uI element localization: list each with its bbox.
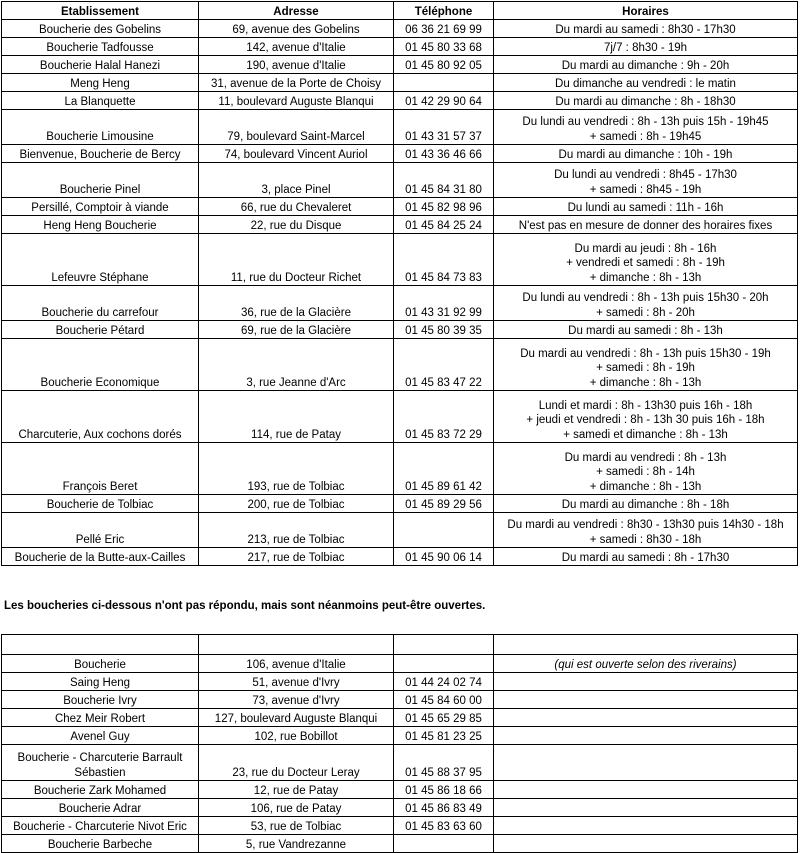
- hours-cell: [494, 691, 798, 709]
- phone-cell: 01 43 31 57 37: [394, 110, 494, 145]
- phone-cell: 01 45 86 18 66: [394, 781, 494, 799]
- hours-cell-line: + dimanche : 8h - 13h: [589, 480, 702, 493]
- phone-cell: 01 45 84 60 00: [394, 691, 494, 709]
- table-row: [2, 234, 798, 286]
- hours-cell: [494, 38, 798, 56]
- hours-cell-line: Du lundi au vendredi : 8h - 13h puis 15h30 - 20h: [522, 292, 769, 304]
- hours-cell-line: Du lundi au samedi : 11h - 16h: [567, 201, 724, 214]
- hours-cell: [494, 321, 798, 339]
- establishment-cell: Boucherie Economique: [2, 339, 199, 391]
- address-cell: 5, rue Vandrezanne: [199, 835, 394, 853]
- table-row: [2, 163, 798, 198]
- hours-cell: [494, 339, 798, 391]
- header-establishment: Etablissement: [2, 2, 199, 20]
- establishment-cell-line: Boucherie Ivry: [63, 694, 137, 707]
- table-row: [2, 74, 798, 92]
- hours-cell-line: Du lundi au vendredi : 8h45 - 17h30: [554, 169, 737, 181]
- phone-cell: 01 45 89 29 56: [394, 495, 494, 513]
- establishment-cell: Boucherie Pétard: [2, 321, 199, 339]
- hours-cell-line: Lundi et mardi : 8h - 13h30 puis 16h - 18h: [538, 399, 753, 412]
- hours-cell: [494, 817, 798, 835]
- header-phone: Téléphone: [394, 2, 494, 20]
- address-cell: 217, rue de Tolbiac: [199, 548, 394, 566]
- hours-cell-line: Du mardi au dimanche : 8h - 18h: [561, 498, 730, 511]
- establishment-cell: [2, 709, 199, 727]
- phone-cell: [394, 835, 494, 853]
- establishment-cell-line: Avenel Guy: [70, 730, 130, 743]
- hours-cell-line: Du mardi au vendredi : 8h - 13h: [564, 451, 727, 464]
- establishment-cell: [2, 835, 199, 853]
- establishment-cell: [2, 727, 199, 745]
- phone-cell: 01 45 81 23 25: [394, 727, 494, 745]
- phone-cell: [394, 74, 494, 92]
- hours-cell-line: Du mardi au vendredi : 8h30 - 13h30 puis 14h30 - 18h: [507, 519, 784, 531]
- address-cell: 11, rue du Docteur Richet: [199, 234, 394, 286]
- table-row: [2, 391, 798, 443]
- establishment-cell: Pellé Eric: [2, 513, 199, 548]
- phone-cell: [394, 655, 494, 673]
- hours-cell-line: Du mardi au samedi : 8h30 - 17h30: [555, 23, 736, 36]
- phone-cell: 01 45 84 73 83: [394, 234, 494, 286]
- phone-cell: 01 45 65 29 85: [394, 709, 494, 727]
- hours-cell-line: + samedi et dimanche : 8h - 13h: [563, 428, 728, 441]
- table-row: [2, 443, 798, 495]
- establishment-cell: Bienvenue, Boucherie de Bercy: [2, 145, 199, 163]
- hours-cell-line: + samedi : 8h - 19h45: [589, 130, 702, 143]
- phone-cell: 06 36 21 69 99: [394, 20, 494, 38]
- phone-cell: 01 45 80 92 05: [394, 56, 494, 74]
- table-row: [2, 548, 798, 566]
- hours-cell-line: + dimanche : 8h - 13h: [589, 376, 702, 389]
- table-row: [2, 799, 798, 817]
- table-row: [2, 673, 798, 691]
- establishment-cell: [2, 655, 199, 673]
- butchers-table: [1, 1, 798, 566]
- establishment-cell: Charcuterie, Aux cochons dorés: [2, 391, 199, 443]
- table-row: [2, 216, 798, 234]
- establishment-cell: Boucherie du carrefour: [2, 286, 199, 321]
- hours-cell-line: Du mardi au dimanche : 10h - 19h: [558, 148, 733, 161]
- header-hours: Horaires: [494, 2, 798, 20]
- phone-cell: 01 43 36 46 66: [394, 145, 494, 163]
- establishment-cell: François Beret: [2, 443, 199, 495]
- establishment-cell: Boucherie des Gobelins: [2, 20, 199, 38]
- hours-cell-line: 7j/7 : 8h30 - 19h: [603, 41, 688, 54]
- address-cell: 31, avenue de la Porte de Choisy: [199, 74, 394, 92]
- hours-cell-line: + samedi : 8h45 - 19h: [589, 183, 702, 196]
- phone-cell: 01 45 82 98 96: [394, 198, 494, 216]
- establishment-cell: Boucherie Limousine: [2, 110, 199, 145]
- establishment-cell-line: Boucherie - Charcuterie Nivot Eric: [13, 820, 187, 833]
- table-row: [2, 56, 798, 74]
- address-cell: 69, avenue des Gobelins: [199, 20, 394, 38]
- establishment-cell: Boucherie Pinel: [2, 163, 199, 198]
- hours-cell-line: + samedi : 8h - 14h: [596, 466, 695, 478]
- hours-cell: [494, 391, 798, 443]
- establishment-cell: Boucherie Halal Hanezi: [2, 56, 199, 74]
- address-cell: 73, avenue d'Ivry: [199, 691, 394, 709]
- table-row: [2, 321, 798, 339]
- hours-cell: [494, 74, 798, 92]
- address-cell: 127, boulevard Auguste Blanqui: [199, 709, 394, 727]
- hours-cell-line: + samedi : 8h - 19h: [596, 362, 695, 374]
- address-cell: 3, place Pinel: [199, 163, 394, 198]
- table-row: [2, 781, 798, 799]
- table-row: [2, 20, 798, 38]
- hours-cell: [494, 56, 798, 74]
- hours-cell-line: Du dimanche au vendredi : le matin: [555, 77, 736, 90]
- hours-cell-line: Du mardi au dimanche : 8h - 18h30: [555, 95, 736, 108]
- table-row: [2, 655, 798, 673]
- address-cell: 200, rue de Tolbiac: [199, 495, 394, 513]
- phone-cell: 01 45 83 63 60: [394, 817, 494, 835]
- hours-cell: [494, 443, 798, 495]
- establishment-cell: [2, 781, 199, 799]
- establishment-cell-line: Boucherie Barbeche: [47, 838, 153, 851]
- hours-cell: [494, 673, 798, 691]
- address-cell: 12, rue de Patay: [199, 781, 394, 799]
- hours-cell: (qui est ouverte selon des riverains): [494, 655, 798, 673]
- hours-cell: [494, 198, 798, 216]
- phone-cell: 01 45 80 33 68: [394, 38, 494, 56]
- hours-cell-line: N'est pas en mesure de donner des horaires fixes: [518, 219, 773, 232]
- hours-cell-line: Du lundi au vendredi : 8h - 13h puis 15h - 19h45: [522, 116, 769, 128]
- establishment-cell: [2, 673, 199, 691]
- table-row: [2, 727, 798, 745]
- hours-cell: [494, 727, 798, 745]
- establishment-cell: [2, 691, 199, 709]
- address-cell: 53, rue de Tolbiac: [199, 817, 394, 835]
- establishment-cell: Lefeuvre Stéphane: [2, 234, 199, 286]
- phone-cell: 01 45 90 06 14: [394, 548, 494, 566]
- phone-cell: 01 43 31 92 99: [394, 286, 494, 321]
- hours-cell-line: + samedi : 8h30 - 18h: [589, 533, 702, 546]
- table-row: [2, 339, 798, 391]
- establishment-cell: [2, 745, 199, 781]
- note-unanswered: Les boucheries ci-dessous n'ont pas répondu, mais sont néanmoins peut-être ouvertes.: [4, 600, 486, 612]
- address-cell: 114, rue de Patay: [199, 391, 394, 443]
- hours-cell: [494, 799, 798, 817]
- establishment-cell: Persillé, Comptoir à viande: [2, 198, 199, 216]
- phone-cell: 01 45 89 61 42: [394, 443, 494, 495]
- establishment-cell: Boucherie de la Butte-aux-Cailles: [2, 548, 199, 566]
- phone-cell: 01 45 83 72 29: [394, 391, 494, 443]
- hours-cell-line: + jeudi et vendredi : 8h - 13h 30 puis 16h - 18h: [526, 414, 765, 426]
- table-row: [2, 817, 798, 835]
- hours-cell: [494, 835, 798, 853]
- address-cell: 69, rue de la Glacière: [199, 321, 394, 339]
- table-header-blank: [2, 635, 798, 655]
- hours-cell: [494, 495, 798, 513]
- table-row: [2, 709, 798, 727]
- hours-cell: [494, 513, 798, 548]
- address-cell: 106, rue de Patay: [199, 799, 394, 817]
- hours-cell: [494, 234, 798, 286]
- phone-cell: 01 45 80 39 35: [394, 321, 494, 339]
- establishment-cell: [2, 799, 199, 817]
- phone-cell: 01 45 84 25 24: [394, 216, 494, 234]
- phone-cell: [394, 513, 494, 548]
- establishment-cell-line: Boucherie Adrar: [58, 802, 142, 815]
- establishment-cell: Boucherie de Tolbiac: [2, 495, 199, 513]
- address-cell: 66, rue du Chevaleret: [199, 198, 394, 216]
- establishment-cell: Boucherie Tadfousse: [2, 38, 199, 56]
- table-row: [2, 691, 798, 709]
- hours-cell-line: + samedi : 8h - 20h: [596, 306, 695, 319]
- table-row: [2, 835, 798, 853]
- establishment-cell-line: Saing Heng: [69, 676, 131, 689]
- hours-cell-line: + vendredi et samedi : 8h - 19h: [566, 257, 725, 269]
- table-header: [2, 2, 798, 20]
- table-row: [2, 286, 798, 321]
- hours-cell: [494, 145, 798, 163]
- hours-cell: [494, 163, 798, 198]
- hours-cell-line: Du mardi au samedi : 8h - 17h30: [561, 551, 730, 564]
- phone-cell: 01 45 83 47 22: [394, 339, 494, 391]
- establishment-cell-line: Boucherie - Charcuterie Barrault: [17, 752, 183, 764]
- phone-cell: 01 45 86 83 49: [394, 799, 494, 817]
- address-cell: 190, avenue d'Italie: [199, 56, 394, 74]
- unanswered-butchers-table: [1, 634, 798, 853]
- hours-cell: [494, 216, 798, 234]
- address-cell: 106, avenue d'Italie: [199, 655, 394, 673]
- establishment-cell-line: Chez Meir Robert: [54, 712, 146, 725]
- phone-cell: 01 45 84 31 80: [394, 163, 494, 198]
- header-address: Adresse: [199, 2, 394, 20]
- hours-cell: [494, 745, 798, 781]
- table-row: [2, 145, 798, 163]
- establishment-cell: [2, 817, 199, 835]
- establishment-cell: Meng Heng: [2, 74, 199, 92]
- hours-cell: [494, 709, 798, 727]
- hours-cell-line: Du mardi au vendredi : 8h - 13h puis 15h30 - 19h: [520, 347, 771, 360]
- hours-cell-line: Du mardi au jeudi : 8h - 16h: [574, 242, 717, 255]
- table-row: [2, 92, 798, 110]
- hours-cell: [494, 92, 798, 110]
- address-cell: 23, rue du Docteur Leray: [199, 745, 394, 781]
- establishment-cell-line: Boucherie: [74, 658, 126, 671]
- address-cell: 3, rue Jeanne d'Arc: [199, 339, 394, 391]
- hours-cell-line: Du mardi au samedi : 8h - 13h: [568, 324, 723, 337]
- hours-cell: [494, 548, 798, 566]
- hours-cell-line: + dimanche : 8h - 13h: [589, 271, 702, 284]
- hours-cell: [494, 286, 798, 321]
- hours-cell: [494, 781, 798, 799]
- hours-cell-line: Du mardi au dimanche : 9h - 20h: [561, 59, 730, 72]
- table-row: [2, 745, 798, 781]
- establishment-cell: Heng Heng Boucherie: [2, 216, 199, 234]
- address-cell: 79, boulevard Saint-Marcel: [199, 110, 394, 145]
- address-cell: 36, rue de la Glacière: [199, 286, 394, 321]
- table-row: [2, 38, 798, 56]
- hours-cell: [494, 110, 798, 145]
- phone-cell: 01 42 29 90 64: [394, 92, 494, 110]
- address-cell: 74, boulevard Vincent Auriol: [199, 145, 394, 163]
- address-cell: 11, boulevard Auguste Blanqui: [199, 92, 394, 110]
- phone-cell: 01 44 24 02 74: [394, 673, 494, 691]
- table-row: [2, 110, 798, 145]
- table-row: [2, 198, 798, 216]
- address-cell: 51, avenue d'Ivry: [199, 673, 394, 691]
- table-row: [2, 495, 798, 513]
- address-cell: 102, rue Bobillot: [199, 727, 394, 745]
- address-cell: 142, avenue d'Italie: [199, 38, 394, 56]
- phone-cell: 01 45 88 37 95: [394, 745, 494, 781]
- establishment-cell-line: Boucherie Zark Mohamed: [33, 784, 167, 797]
- establishment-cell-line: Sébastien: [74, 766, 126, 779]
- hours-cell: [494, 20, 798, 38]
- establishment-cell: La Blanquette: [2, 92, 199, 110]
- table-row: [2, 513, 798, 548]
- address-cell: 213, rue de Tolbiac: [199, 513, 394, 548]
- address-cell: 22, rue du Disque: [199, 216, 394, 234]
- address-cell: 193, rue de Tolbiac: [199, 443, 394, 495]
